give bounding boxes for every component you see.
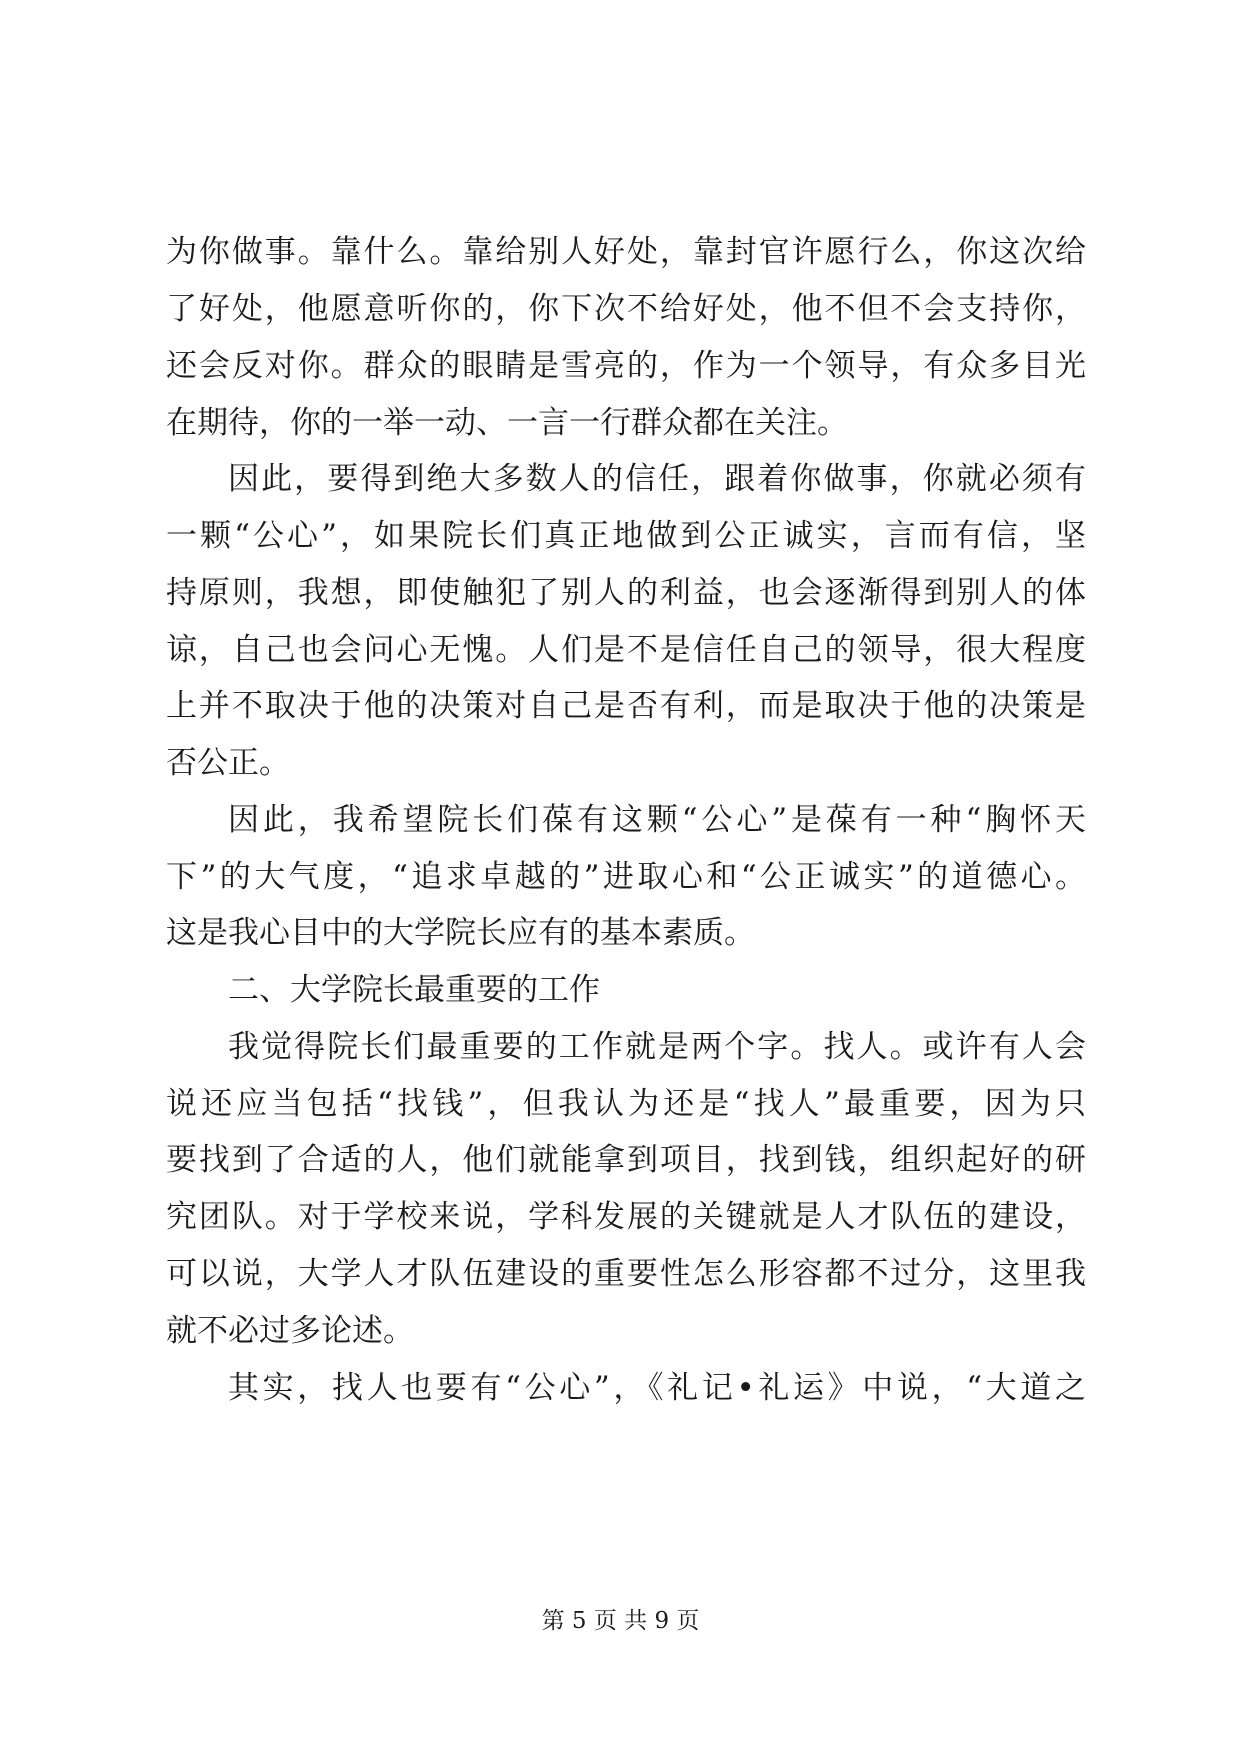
page-indicator: 第 5 页 共 9 页 xyxy=(541,1608,700,1634)
text-line: 了好处，他愿意听你的，你下次不给好处，他不但不会支持你， xyxy=(166,291,1086,327)
text-line: 一颗“公心”，如果院长们真正地做到公正诚实，言而有信，坚 xyxy=(166,518,1086,554)
text-line: 要找到了合适的人，他们就能拿到项目，找到钱，组织起好的研 xyxy=(166,1142,1086,1178)
text-line: 还会反对你。群众的眼睛是雪亮的，作为一个领导，有众多目光 xyxy=(166,348,1086,384)
text-line: 谅，自己也会问心无愧。人们是不是信任自己的领导，很大程度 xyxy=(166,632,1086,668)
text-line: 持原则，我想，即使触犯了别人的利益，也会逐渐得到别人的体 xyxy=(166,575,1086,611)
section-heading: 二、大学院长最重要的工作 xyxy=(228,972,600,1008)
paragraph-first-line: 其实，找人也要有“公心”，《礼记•礼运》中说，“大道之 xyxy=(228,1370,1086,1406)
text-line: 否公正。 xyxy=(166,745,290,781)
text-line: 下”的大气度，“追求卓越的”进取心和“公正诚实”的道德心。 xyxy=(166,859,1086,895)
paragraph-first-line: 因此，要得到绝大多数人的信任，跟着你做事，你就必须有 xyxy=(228,461,1086,497)
text-line: 可以说，大学人才队伍建设的重要性怎么形容都不过分，这里我 xyxy=(166,1256,1086,1292)
text-line: 究团队。对于学校来说，学科发展的关键就是人才队伍的建设， xyxy=(166,1199,1086,1235)
paragraph-first-line: 我觉得院长们最重要的工作就是两个字。找人。或许有人会 xyxy=(228,1029,1086,1065)
page-footer xyxy=(0,1606,1241,1636)
text-line: 就不必过多论述。 xyxy=(166,1313,414,1349)
text-line: 这是我心目中的大学院长应有的基本素质。 xyxy=(166,915,755,951)
text-line: 上并不取决于他的决策对自己是否有利，而是取决于他的决策是 xyxy=(166,688,1086,724)
paragraph-first-line: 因此，我希望院长们葆有这颗“公心”是葆有一种“胸怀天 xyxy=(228,802,1086,838)
text-line: 说还应当包括“找钱”，但我认为还是“找人”最重要，因为只 xyxy=(166,1086,1086,1122)
text-line: 在期待，你的一举一动、一言一行群众都在关注。 xyxy=(166,405,848,441)
text-line: 为你做事。靠什么。靠给别人好处，靠封官许愿行么，你这次给 xyxy=(166,234,1086,270)
